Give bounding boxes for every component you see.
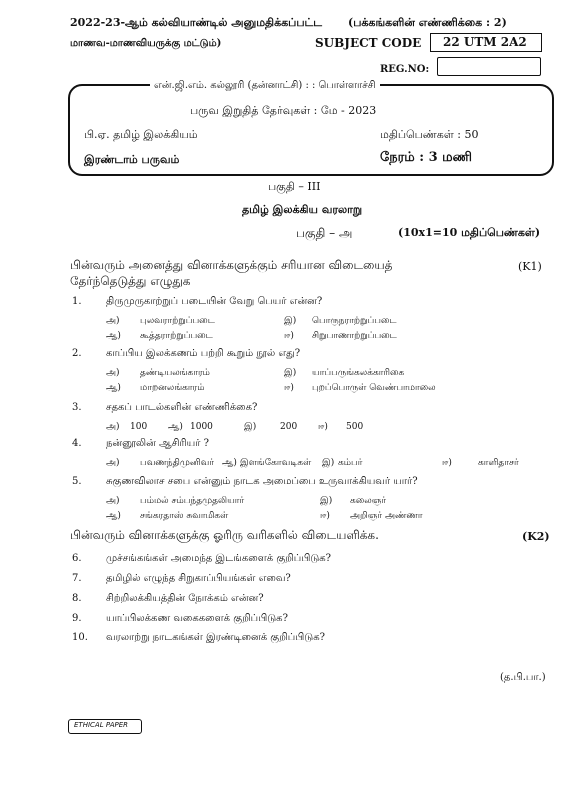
q5-opt-b: சங்கரதாஸ் சுவாமிகள் [140, 511, 229, 521]
q2-opt-d-label: ஈ) [284, 383, 294, 393]
q4-number: 4. [72, 438, 82, 449]
q1-opt-b: கூத்தராற்றுப்படை [140, 331, 213, 341]
q6-number: 6. [72, 553, 82, 564]
q9-number: 9. [72, 613, 82, 624]
q3-opt-c-label: இ) [244, 422, 257, 432]
q5-opt-d: அறிஞர் அண்ணா [350, 511, 423, 521]
students-line: மாணவ-மாணவியருக்கு மட்டும்) [70, 38, 222, 49]
section-a-label: பகுதி – அ [296, 226, 353, 240]
section-b-level: (K2) [522, 530, 550, 543]
section-a-instruction-1: பின்வரும் அனைத்து வினாக்களுக்கும் சரியான விடையைத் [70, 258, 393, 272]
q8-number: 8. [72, 593, 82, 604]
q5-number: 5. [72, 476, 82, 487]
pages-note: (பக்கங்களின் எண்ணிக்கை : 2) [348, 16, 507, 29]
reg-no-field[interactable] [437, 57, 541, 76]
q2-opt-a-label: அ) [106, 368, 120, 378]
q2-text: காப்பிய இலக்கணம் பற்றி கூறும் நூல் எது? [106, 348, 301, 359]
q5-opt-c-label: இ) [320, 496, 333, 506]
q2-opt-d: புறப்பொருள் வெண்பாமாலை [312, 383, 436, 393]
q5-opt-b-label: ஆ) [106, 511, 121, 521]
q1-opt-a: புலவராற்றுப்படை [140, 316, 215, 326]
q1-opt-a-label: அ) [106, 316, 120, 326]
q9-text: யாப்பிலக்கண வகைகளைக் குறிப்பிடுக? [106, 613, 288, 624]
q3-opt-d: 500 [346, 422, 364, 432]
q3-opt-b: 1000 [190, 422, 213, 432]
q2-opt-c-label: இ) [284, 368, 297, 378]
q7-number: 7. [72, 573, 82, 584]
q6-text: முச்சங்கங்கள் அமைந்த இடங்களைக் குறிப்பிடுக? [106, 553, 332, 564]
ethical-paper-text: ETHICAL PAPER [74, 721, 128, 729]
course-name: பி.ஏ. தமிழ் இலக்கியம் [84, 128, 198, 141]
paper-title: தமிழ் இலக்கிய வரலாறு [242, 203, 363, 216]
max-marks: மதிப்பெண்கள் : 50 [380, 128, 479, 141]
q1-number: 1. [72, 296, 82, 307]
subject-code-label: SUBJECT CODE [315, 36, 422, 50]
part-title: பகுதி – III [268, 180, 321, 193]
q4-opt-a: பவணந்திமுனிவர் [140, 458, 214, 468]
q1-opt-b-label: ஆ) [106, 331, 121, 341]
q3-opt-d-label: ஈ) [318, 422, 328, 432]
q5-opt-d-label: ஈ) [320, 511, 330, 521]
q4-opt-d: காளிதாசர் [478, 458, 519, 468]
q3-opt-a: 100 [130, 422, 148, 432]
q3-opt-a-label: அ) [106, 422, 120, 432]
q3-number: 3. [72, 402, 82, 413]
q10-text: வரலாற்று நாடகங்கள் இரண்டினைக் குறிப்பிடுக? [106, 632, 325, 643]
q4-opt-a-label: அ) [106, 458, 120, 468]
q3-opt-b-label: ஆ) [168, 422, 183, 432]
section-a-level: (K1) [518, 260, 542, 273]
q4-opt-c-label: இ) [322, 458, 335, 468]
subject-code: 22 UTM 2A2 [443, 35, 527, 49]
q4-opt-b-label: ஆ) [222, 458, 237, 468]
q1-opt-d-label: ஈ) [284, 331, 294, 341]
section-a-marks: (10x1=10 மதிப்பெண்கள்) [398, 226, 541, 239]
subject-code-box [430, 33, 542, 52]
q2-opt-b-label: ஆ) [106, 383, 121, 393]
q2-opt-b: மாறனலங்காரம் [140, 383, 205, 393]
q1-opt-c-label: இ) [284, 316, 297, 326]
exam-name: பருவ இறுதித் தேர்வுகள் : மே - 2023 [190, 104, 377, 117]
q8-text: சிற்றிலக்கியத்தின் நோக்கம் என்ன? [106, 593, 264, 604]
section-b-instruction: பின்வரும் வினாக்களுக்கு ஓரிரு வரிகளில் விடையளிக்க. [70, 528, 379, 542]
q4-opt-d-label: ஈ) [442, 458, 452, 468]
q2-opt-a: தண்டியலங்காரம் [140, 368, 210, 378]
q3-opt-c: 200 [280, 422, 298, 432]
semester: இரண்டாம் பருவம் [84, 153, 180, 166]
section-a-instruction-2: தேர்ந்தெடுத்து எழுதுக [70, 274, 191, 288]
q5-text: சுகுணவிலாச சபை என்னும் நாடக அமைப்பை உருவாக்கியவர் யார்? [106, 476, 418, 487]
year-line: 2022-23-ஆம் கல்வியாண்டில் அனுமதிக்கப்பட்ட [70, 16, 323, 29]
q4-text: நன்னூலின் ஆசிரியர் ? [106, 438, 209, 449]
q5-opt-c: கலைஞர் [350, 496, 387, 506]
q1-opt-d: சிறுபாணாற்றுப்படை [312, 331, 397, 341]
q4-opt-c: கம்பர் [338, 458, 363, 468]
duration: நேரம் : 3 மணி [380, 150, 472, 165]
q1-text: திருமுருகாற்றுப் படையின் வேறு பெயர் என்ன? [106, 296, 323, 307]
q2-number: 2. [72, 348, 82, 359]
reg-no-label: REG.NO: [380, 64, 430, 75]
q2-opt-c: யாப்பருங்கலக்காரிகை [312, 368, 405, 378]
q7-text: தமிழில் எழுந்த சிறுகாப்பியங்கள் எவை? [106, 573, 291, 584]
q4-opt-b: இளங்கோவடிகள் [240, 458, 312, 468]
q5-opt-a-label: அ) [106, 496, 120, 506]
q1-opt-c: பொருநராற்றுப்படை [312, 316, 397, 326]
ethical-paper-stamp [68, 719, 142, 734]
q3-text: சதகப் பாடல்களின் எண்ணிக்கை? [106, 402, 258, 413]
college-name: என்.ஜி.எம். கல்லூரி (தன்னாட்சி) : : பொள்ளாச்சி [150, 80, 380, 92]
pto-note: (த.பி.பா.) [500, 672, 546, 683]
q10-number: 10. [72, 632, 88, 643]
q5-opt-a: பம்மல் சம்பந்தமுதலியார் [140, 496, 245, 506]
